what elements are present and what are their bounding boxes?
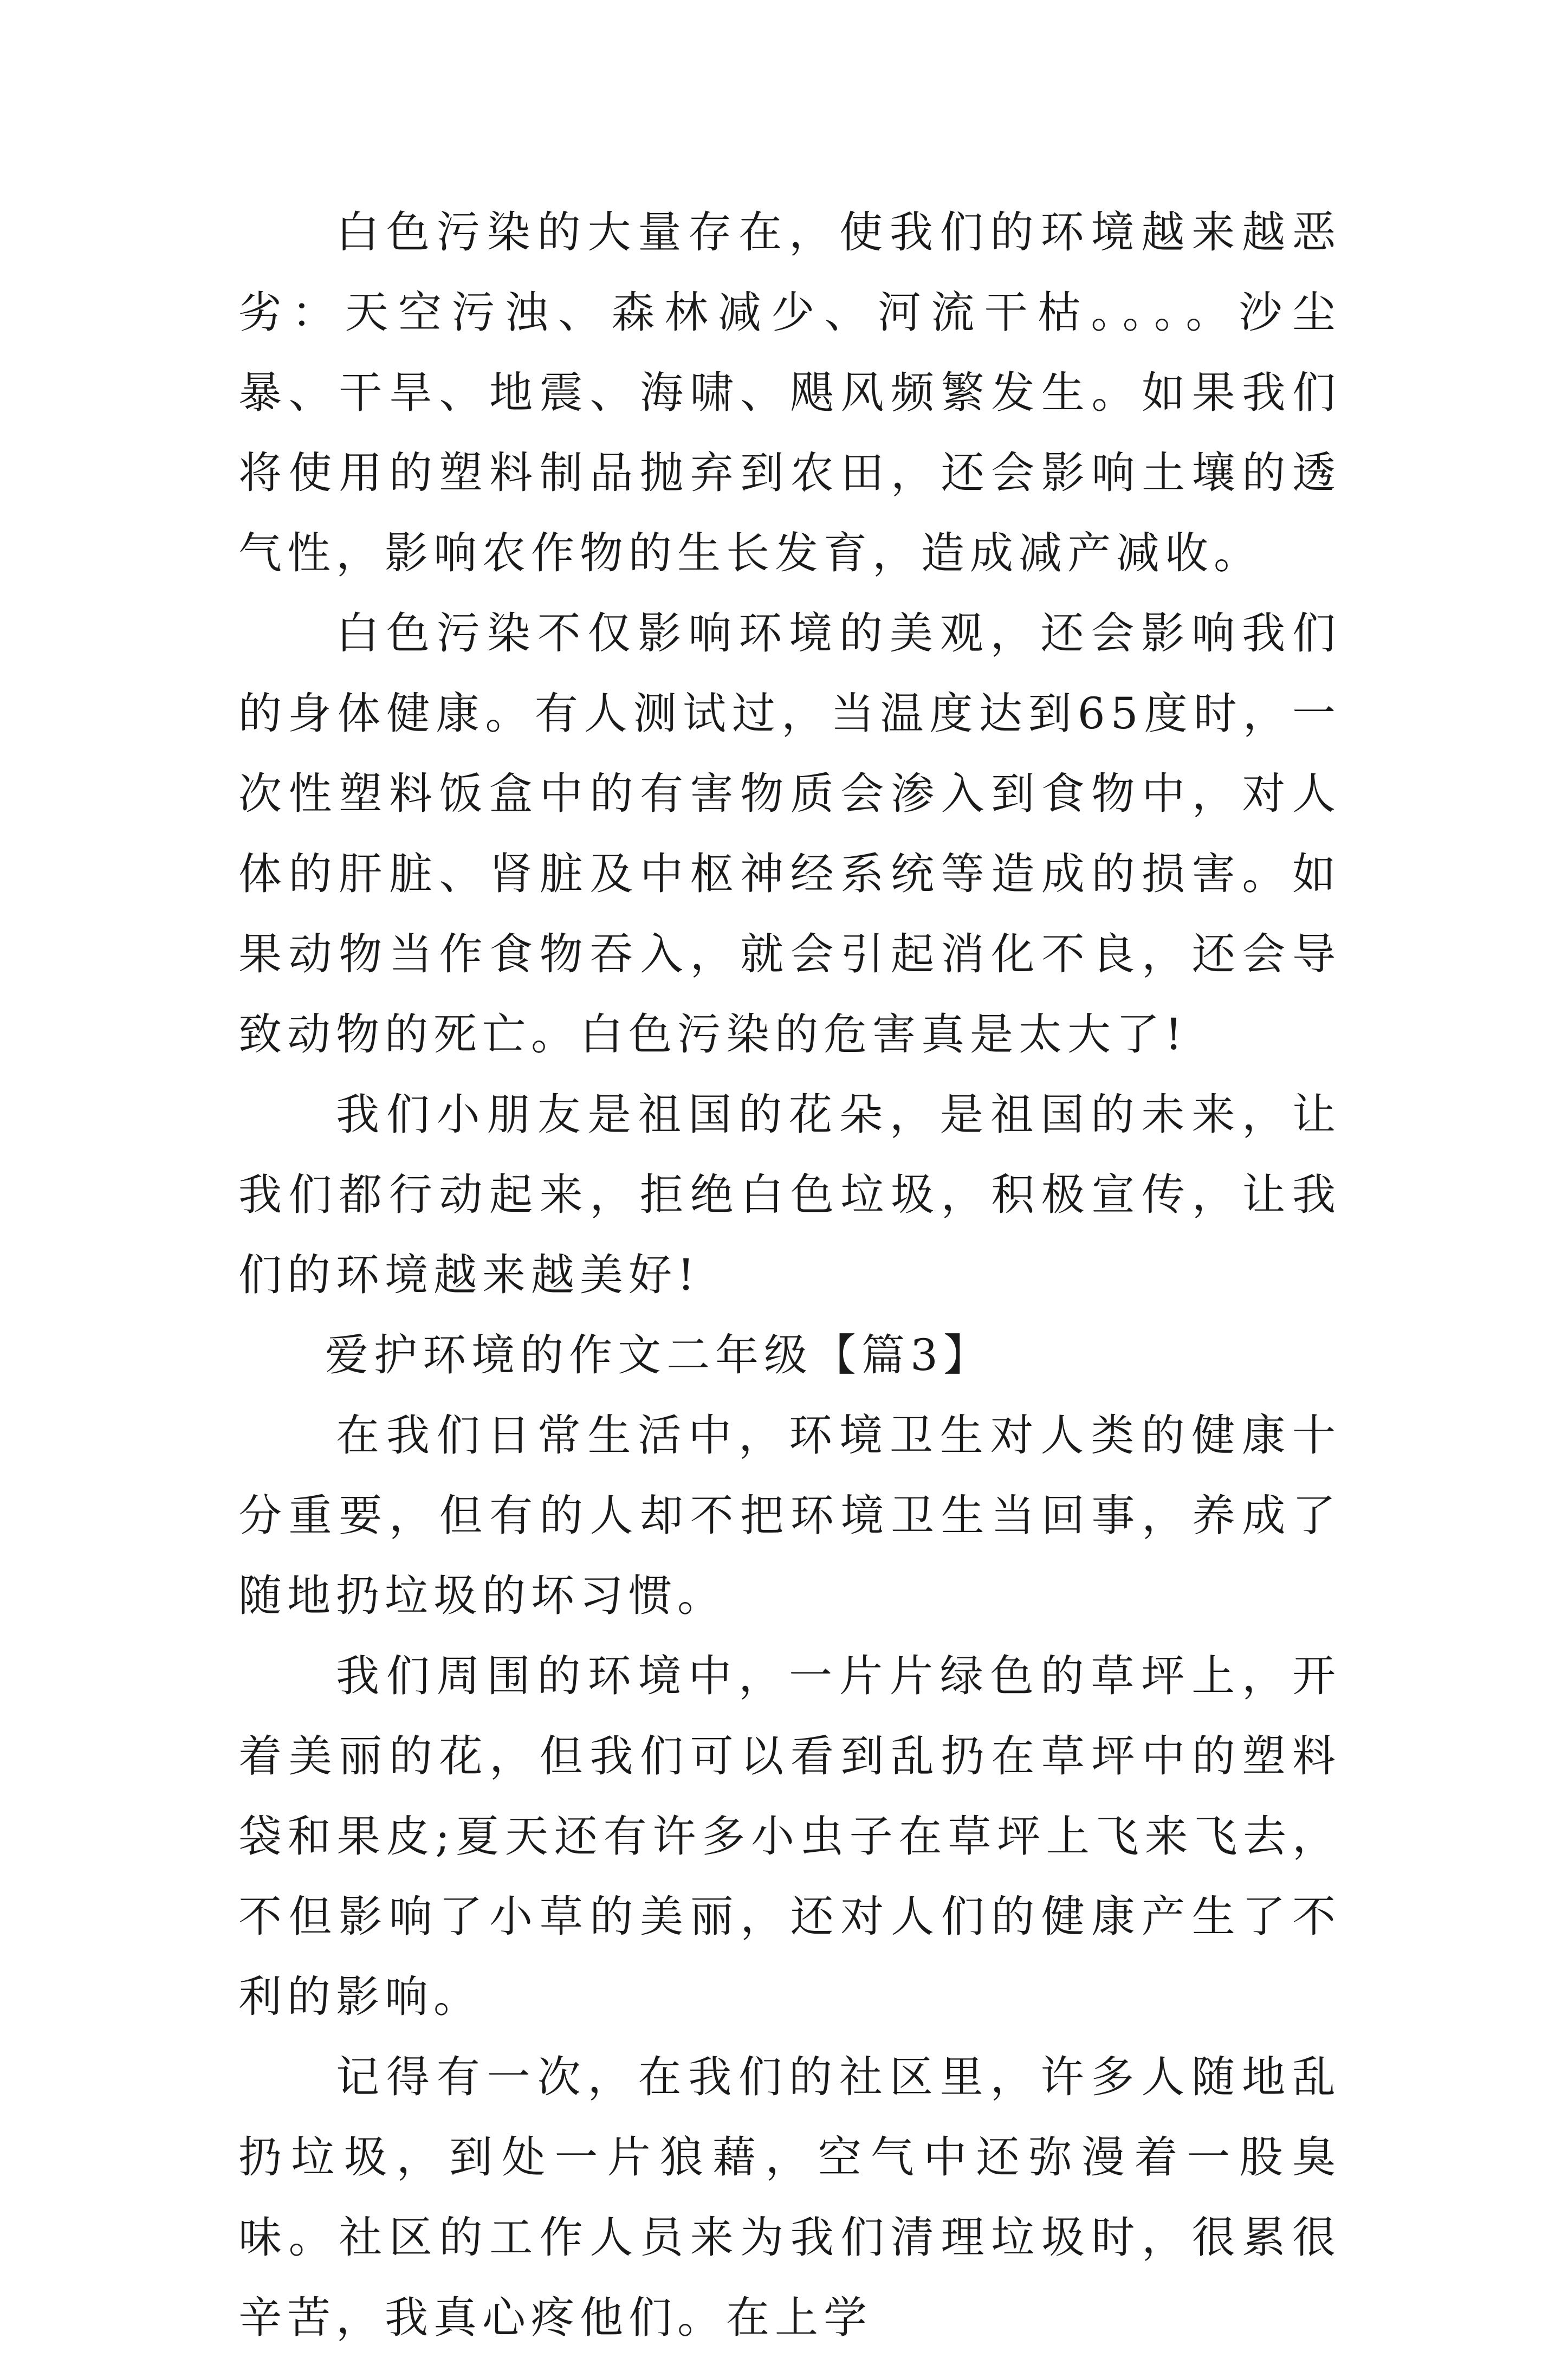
document-body: [238, 192, 1341, 2358]
paragraph-3: 我们小朋友是祖国的花朵，是祖国的未来，让我们都行动起来，拒绝白色垃圾，积极宣传，让我们的环境越来越美好!: [238, 1089, 1341, 1300]
section-title: 爱护环境的作文二年级【篇3】: [325, 1330, 992, 1380]
section-paragraph-3: 记得有一次，在我们的社区里，许多人随地乱扔垃圾，到处一片狼藉，空气中还弥漫着一股臭味。社区的工作人员来为我们清理垃圾时，很累很辛苦，我真心疼他们。在上学: [238, 2052, 1341, 2343]
paragraph-1: 白色污染的大量存在，使我们的环境越来越恶劣：天空污浊、森林减少、河流干枯。。。。沙尘暴、干旱、地震、海啸、飓风频繁发生。如果我们将使用的塑料制品抛弃到农田，还会影响土壤的透气性，影响农作物的生长发育，造成减产减收。: [238, 207, 1341, 578]
section-paragraph-2: 我们周围的环境中，一片片绿色的草坪上，开着美丽的花，但我们可以看到乱扔在草坪中的塑料袋和果皮;夏天还有许多小虫子在草坪上飞来飞去，不但影响了小草的美丽，还对人们的健康产生了不利的影响。: [238, 1651, 1341, 2022]
paragraph-2: 白色污染不仅影响环境的美观，还会影响我们的身体健康。有人测试过，当温度达到65度时，一次性塑料饭盒中的有害物质会渗入到食物中，对人体的肝脏、肾脏及中枢神经系统等造成的损害。如果动物当作食物吞入，就会引起消化不良，还会导致动物的死亡。白色污染的危害真是太大了!: [238, 608, 1341, 1060]
section-paragraph-1: 在我们日常生活中，环境卫生对人类的健康十分重要，但有的人却不把环境卫生当回事，养成了随地扔垃圾的坏习惯。: [238, 1410, 1341, 1621]
